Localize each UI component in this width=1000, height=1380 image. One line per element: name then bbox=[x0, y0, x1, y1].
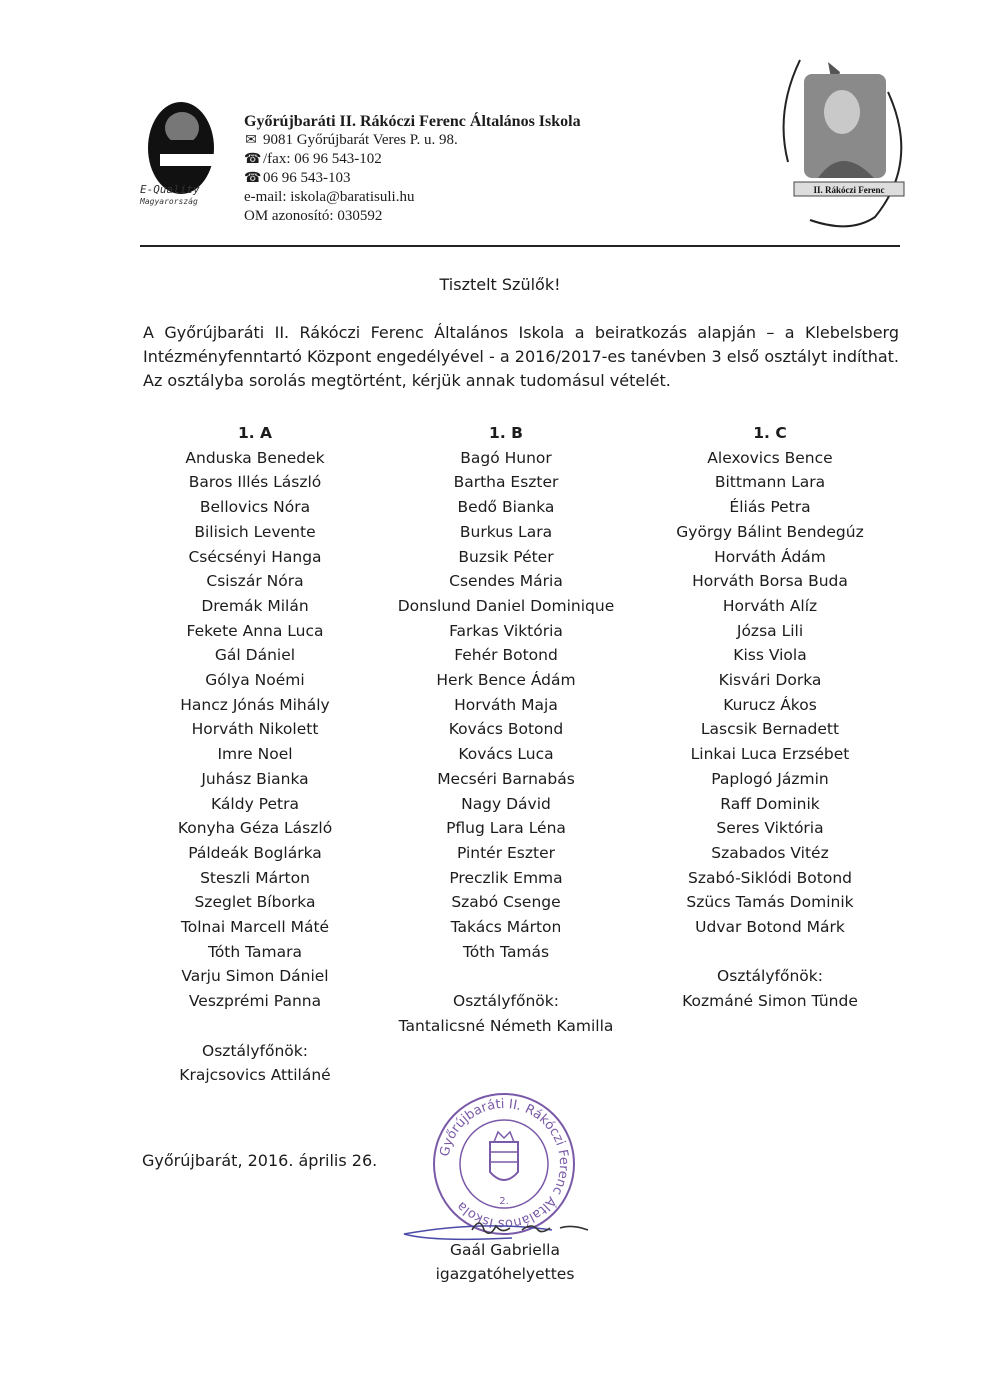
student-name: Donslund Daniel Dominique bbox=[397, 596, 615, 615]
address: 9081 Győrújbarát Veres P. u. 98. bbox=[263, 132, 458, 148]
class-column-1a bbox=[130, 421, 380, 1088]
class-heading: 1. A bbox=[237, 424, 273, 442]
student-name: Steszli Márton bbox=[200, 868, 310, 887]
student-name: Seres Viktória bbox=[716, 819, 824, 838]
student-name: Gólya Noémi bbox=[205, 671, 305, 690]
student-name: Varju Simon Dániel bbox=[181, 967, 329, 986]
student-name: Horváth Nikolett bbox=[191, 720, 319, 739]
class-teacher: Krajcsovics Attiláné bbox=[179, 1066, 331, 1085]
student-name: Páldeák Boglárka bbox=[188, 843, 322, 862]
class-teacher-label: Osztályfőnök: bbox=[717, 967, 823, 986]
student-name: Szabó-Siklódi Botond bbox=[688, 868, 852, 887]
student-name: Lascsik Bernadett bbox=[700, 720, 840, 739]
student-name: Veszprémi Panna bbox=[188, 992, 322, 1011]
student-name: Udvar Botond Márk bbox=[695, 918, 845, 937]
email: e-mail: iskola@baratisuli.hu bbox=[244, 189, 415, 205]
class-teacher: Kozmáné Simon Tünde bbox=[682, 992, 858, 1011]
student-name: Herk Bence Ádám bbox=[436, 671, 576, 690]
student-name: Bedő Bianka bbox=[457, 498, 555, 517]
student-name: Pintér Eszter bbox=[456, 843, 556, 862]
logo-caption-title: E-Quality bbox=[140, 183, 200, 196]
medallion-label: II. Rákóczi Ferenc bbox=[813, 185, 885, 195]
fax: /fax: 06 96 543-102 bbox=[263, 151, 382, 167]
phone-icon: ☎ bbox=[244, 171, 262, 186]
student-name: György Bálint Bendegúz bbox=[676, 522, 864, 541]
student-name: Bilisich Levente bbox=[194, 522, 316, 541]
header-divider bbox=[140, 245, 900, 247]
student-name: Horváth Ádám bbox=[714, 547, 826, 566]
student-name: Kurucz Ákos bbox=[723, 695, 817, 714]
class-teacher: Tantalicsné Németh Kamilla bbox=[398, 1016, 614, 1035]
student-name: Paplogó Jázmin bbox=[711, 769, 829, 788]
student-name: Tóth Tamara bbox=[207, 942, 302, 961]
student-name: Bellovics Nóra bbox=[199, 498, 311, 517]
student-name: Horváth Alíz bbox=[722, 596, 818, 615]
class-heading: 1. C bbox=[753, 424, 787, 442]
student-name: Mecséri Barnabás bbox=[437, 769, 575, 788]
student-name: Dremák Milán bbox=[201, 596, 309, 615]
intro-paragraph bbox=[143, 321, 899, 393]
student-name: Fehér Botond bbox=[454, 646, 558, 665]
signer-name: Gaál Gabriella bbox=[450, 1241, 560, 1259]
list-spacer bbox=[130, 1014, 380, 1039]
salutation: Tisztelt Szülők! bbox=[439, 275, 561, 294]
envelope-icon: ✉ bbox=[245, 133, 257, 148]
student-name: Szücs Tamás Dominik bbox=[686, 893, 854, 912]
student-name: Raff Dominik bbox=[720, 794, 820, 813]
student-name: Tolnai Marcell Máté bbox=[180, 918, 330, 937]
student-name: Csécsényi Hanga bbox=[188, 547, 322, 566]
place-date: Győrújbarát, 2016. április 26. bbox=[142, 1151, 378, 1170]
student-name: Csiszár Nóra bbox=[206, 572, 304, 591]
student-name: Takács Márton bbox=[450, 918, 562, 937]
student-name: Horváth Maja bbox=[454, 695, 558, 714]
class-column-1b bbox=[381, 421, 631, 1039]
address-row bbox=[244, 131, 664, 150]
logo-caption bbox=[140, 184, 230, 208]
student-name: Bartha Eszter bbox=[453, 473, 559, 492]
e-quality-logo-icon bbox=[146, 96, 216, 196]
student-name: Szabados Vitéz bbox=[711, 843, 829, 862]
student-name: Nagy Dávid bbox=[461, 794, 551, 813]
student-name: Szabó Csenge bbox=[451, 893, 561, 912]
student-name: Burkus Lara bbox=[459, 522, 553, 541]
signer-block bbox=[430, 1238, 580, 1286]
student-name: Kiss Viola bbox=[733, 646, 807, 665]
rakoczi-medallion-icon bbox=[770, 52, 920, 232]
student-name: Kovács Luca bbox=[458, 745, 554, 764]
school-name: Győrújbaráti II. Rákóczi Ferenc Általános Iskola bbox=[244, 113, 581, 130]
intro-line: Az osztályba sorolás megtörtént, kérjük annak tudomásul vételét. bbox=[143, 371, 671, 390]
student-name: Káldy Petra bbox=[211, 794, 299, 813]
student-name: Baros Illés László bbox=[188, 473, 322, 492]
class-column-1c bbox=[645, 421, 895, 1014]
student-name: Józsa Lili bbox=[736, 621, 804, 640]
student-name: Konyha Géza László bbox=[177, 819, 333, 838]
student-name: Juhász Bianka bbox=[201, 769, 309, 788]
student-name: Hancz Jónás Mihály bbox=[180, 695, 330, 714]
list-spacer bbox=[381, 964, 631, 989]
student-name: Pflug Lara Léna bbox=[446, 819, 566, 838]
stamp-number: 2. bbox=[499, 1196, 509, 1207]
class-heading: 1. B bbox=[489, 424, 523, 442]
list-spacer bbox=[645, 940, 895, 965]
student-name: Anduska Benedek bbox=[185, 448, 325, 467]
om-id: OM azonosító: 030592 bbox=[244, 208, 383, 224]
student-name: Kisvári Dorka bbox=[718, 671, 822, 690]
student-name: Preczlik Emma bbox=[449, 868, 563, 887]
student-name: Bittmann Lara bbox=[714, 473, 826, 492]
student-name: Buzsik Péter bbox=[458, 547, 554, 566]
student-name: Szeglet Bíborka bbox=[194, 893, 316, 912]
logo-caption-country: Magyarország bbox=[140, 197, 198, 206]
student-name: Imre Noel bbox=[217, 745, 293, 764]
school-info bbox=[244, 112, 664, 226]
student-name: Bagó Hunor bbox=[460, 448, 552, 467]
student-name: Csendes Mária bbox=[449, 572, 563, 591]
student-name: Gál Dániel bbox=[214, 646, 296, 665]
stamp-text: Győrújbaráti II. Rákóczi Ferenc Általános Iskola bbox=[437, 1096, 572, 1232]
signer-title: igazgatóhelyettes bbox=[435, 1265, 575, 1283]
phone: 06 96 543-103 bbox=[263, 170, 351, 186]
student-name: Kovács Botond bbox=[448, 720, 564, 739]
student-name: Alexovics Bence bbox=[707, 448, 833, 467]
phone-icon: ☎ bbox=[244, 152, 262, 167]
intro-line: Intézményfenntartó Központ engedélyével - a 2016/2017-es tanévben 3 első osztályt indíthat. bbox=[143, 347, 899, 366]
student-name: Fekete Anna Luca bbox=[186, 621, 324, 640]
class-teacher-label: Osztályfőnök: bbox=[202, 1041, 308, 1060]
student-name: Horváth Borsa Buda bbox=[692, 572, 848, 591]
fax-row bbox=[244, 150, 664, 169]
student-name: Éliás Petra bbox=[729, 498, 811, 517]
student-name: Tóth Tamás bbox=[462, 942, 550, 961]
student-name: Linkai Luca Erzsébet bbox=[690, 745, 850, 764]
intro-line: A Győrújbaráti II. Rákóczi Ferenc Általános Iskola a beiratkozás alapján – a Klebelsberg bbox=[143, 323, 899, 342]
student-name: Farkas Viktória bbox=[449, 621, 563, 640]
class-teacher-label: Osztályfőnök: bbox=[453, 992, 559, 1011]
phone-row bbox=[244, 169, 664, 188]
